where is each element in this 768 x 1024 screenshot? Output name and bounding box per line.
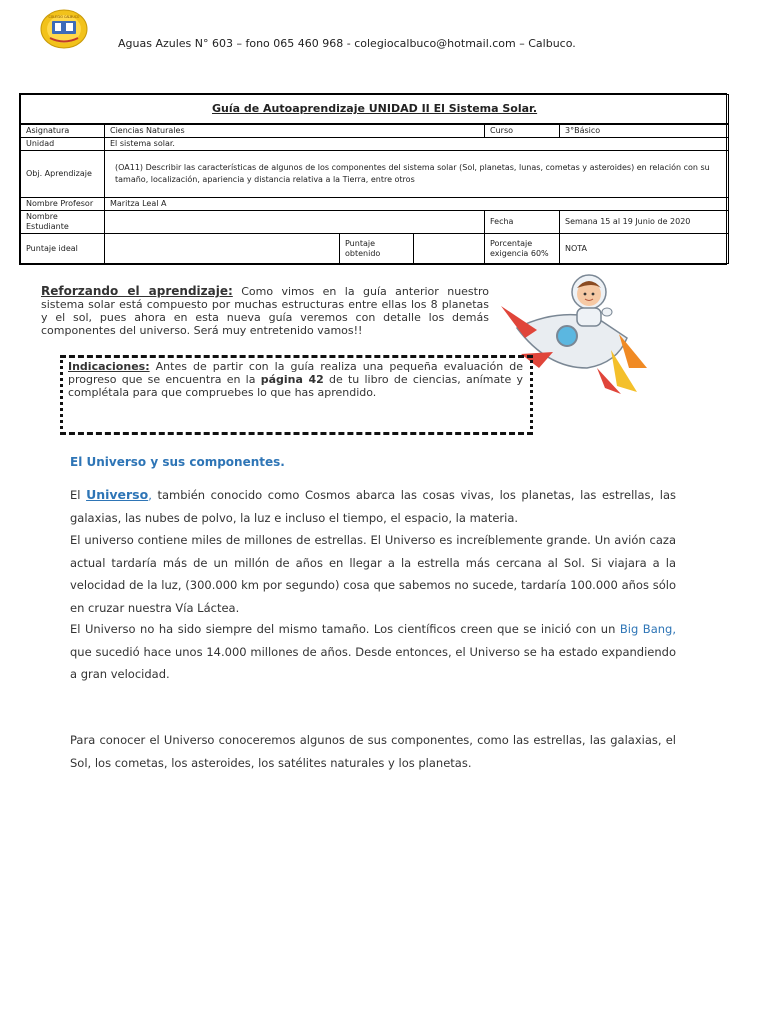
- school-logo: [40, 9, 88, 49]
- logo-lettering: COLEGIO CALBUCO: [48, 15, 80, 19]
- paragraph-text: El: [70, 488, 87, 502]
- big-bang-link[interactable]: Big Bang,: [619, 622, 676, 636]
- fecha-label: Fecha: [485, 211, 560, 234]
- paragraph-text: también conocido como Cosmos abarca las cosas vivas, los planetas, las estrellas, las galaxias, las nubes de polvo, la luz e incluso el tiempo, el espacio, la materia.: [70, 488, 676, 525]
- universo-link[interactable]: Universo: [86, 487, 149, 502]
- curso-value: 3°Básico: [560, 124, 729, 138]
- page-reference: página 42: [260, 373, 324, 386]
- unidad-label: Unidad: [21, 138, 105, 151]
- estudiante-label: Nombre Estudiante: [21, 211, 105, 234]
- objective-label: Obj. Aprendizaje: [21, 151, 105, 198]
- puntaje-obtenido-label: Puntaje obtenido: [340, 234, 414, 264]
- profesor-value: Maritza Leal A: [105, 198, 729, 211]
- porcentaje-label: Porcentaje exigencia 60%: [485, 234, 560, 264]
- paragraph-text: ,: [148, 488, 152, 502]
- universe-paragraph-1: [70, 484, 676, 619]
- unidad-value: El sistema solar.: [105, 138, 729, 151]
- universe-paragraph-4: Para conocer el Universo conoceremos algunos de sus componentes, como las estrellas, las galaxias, el Sol, los cometas, los asteroides, los satélites naturales y los planetas.: [70, 733, 676, 770]
- paragraph-text: que sucedió hace unos 14.000 millones de años. Desde entonces, el Universo se ha estado expandiendo a gran velocidad.: [70, 644, 676, 681]
- guide-title: Guía de Autoaprendizaje UNIDAD II El Sistema Solar.: [21, 95, 729, 125]
- nota-label: NOTA: [560, 234, 729, 264]
- objective-value: (OA11) Describir las características de algunos de los componentes del sistema solar (Sol, planetas, lunas, cometas y asteroides) en relación con su tamaño, localización, apariencia y distancia relativa a la Tierra, entre otros: [105, 151, 729, 198]
- guide-info-table: [19, 93, 727, 265]
- indications-text: [68, 360, 523, 399]
- puntaje-ideal-field[interactable]: [105, 234, 340, 264]
- indications-text-part: Antes de partir con la guía realiza una pequeña evaluación de progreso que se encuentra en la: [68, 360, 523, 386]
- asignatura-value: Ciencias Naturales: [105, 124, 485, 138]
- reinforcement-paragraph: [41, 285, 489, 337]
- reinforcement-lead: Reforzando el aprendizaje:: [41, 284, 233, 298]
- puntaje-ideal-label: Puntaje ideal: [21, 234, 105, 264]
- universe-paragraph-2: El universo contiene miles de millones de estrellas. El Universo es increíblemente grande. Un avión caza actual tardaría más de un millón de años en llegar a la estrella más cercana al Sol. Si viajara a la velocidad de la luz, (300.000 km por segundo) cosa que sabemos no sucede, tardaría 100.000 años sólo en cruzar nuestra Vía Láctea.: [70, 533, 676, 615]
- indications-lead: Indicaciones:: [68, 360, 150, 373]
- fecha-value: Semana 15 al 19 Junio de 2020: [560, 211, 729, 234]
- universe-paragraph-3: [70, 618, 676, 686]
- section-title: El Universo y sus componentes.: [70, 455, 285, 469]
- paragraph-text: El Universo no ha sido siempre del mismo tamaño. Los científicos creen que se inició con un: [70, 622, 620, 636]
- reinforcement-text: Como vimos en la guía anterior nuestro sistema solar está compuesto por muchas estructuras entre ellas los 8 planetas y el sol, pues ahora en esta nueva guía veremos con detalle los demás componentes del universo. Será muy entretenido vamos!!: [41, 285, 489, 337]
- asignatura-label: Asignatura: [21, 124, 105, 138]
- school-address: Aguas Azules N° 603 – fono 065 460 968 - colegiocalbuco@hotmail.com – Calbuco.: [118, 37, 576, 50]
- curso-label: Curso: [485, 124, 560, 138]
- puntaje-obtenido-field[interactable]: [414, 234, 485, 264]
- indications-text-part: de tu libro de ciencias, anímate y complétala para que compruebes lo que has aprendido.: [68, 373, 524, 399]
- profesor-label: Nombre Profesor: [21, 198, 105, 211]
- estudiante-field[interactable]: [105, 211, 485, 234]
